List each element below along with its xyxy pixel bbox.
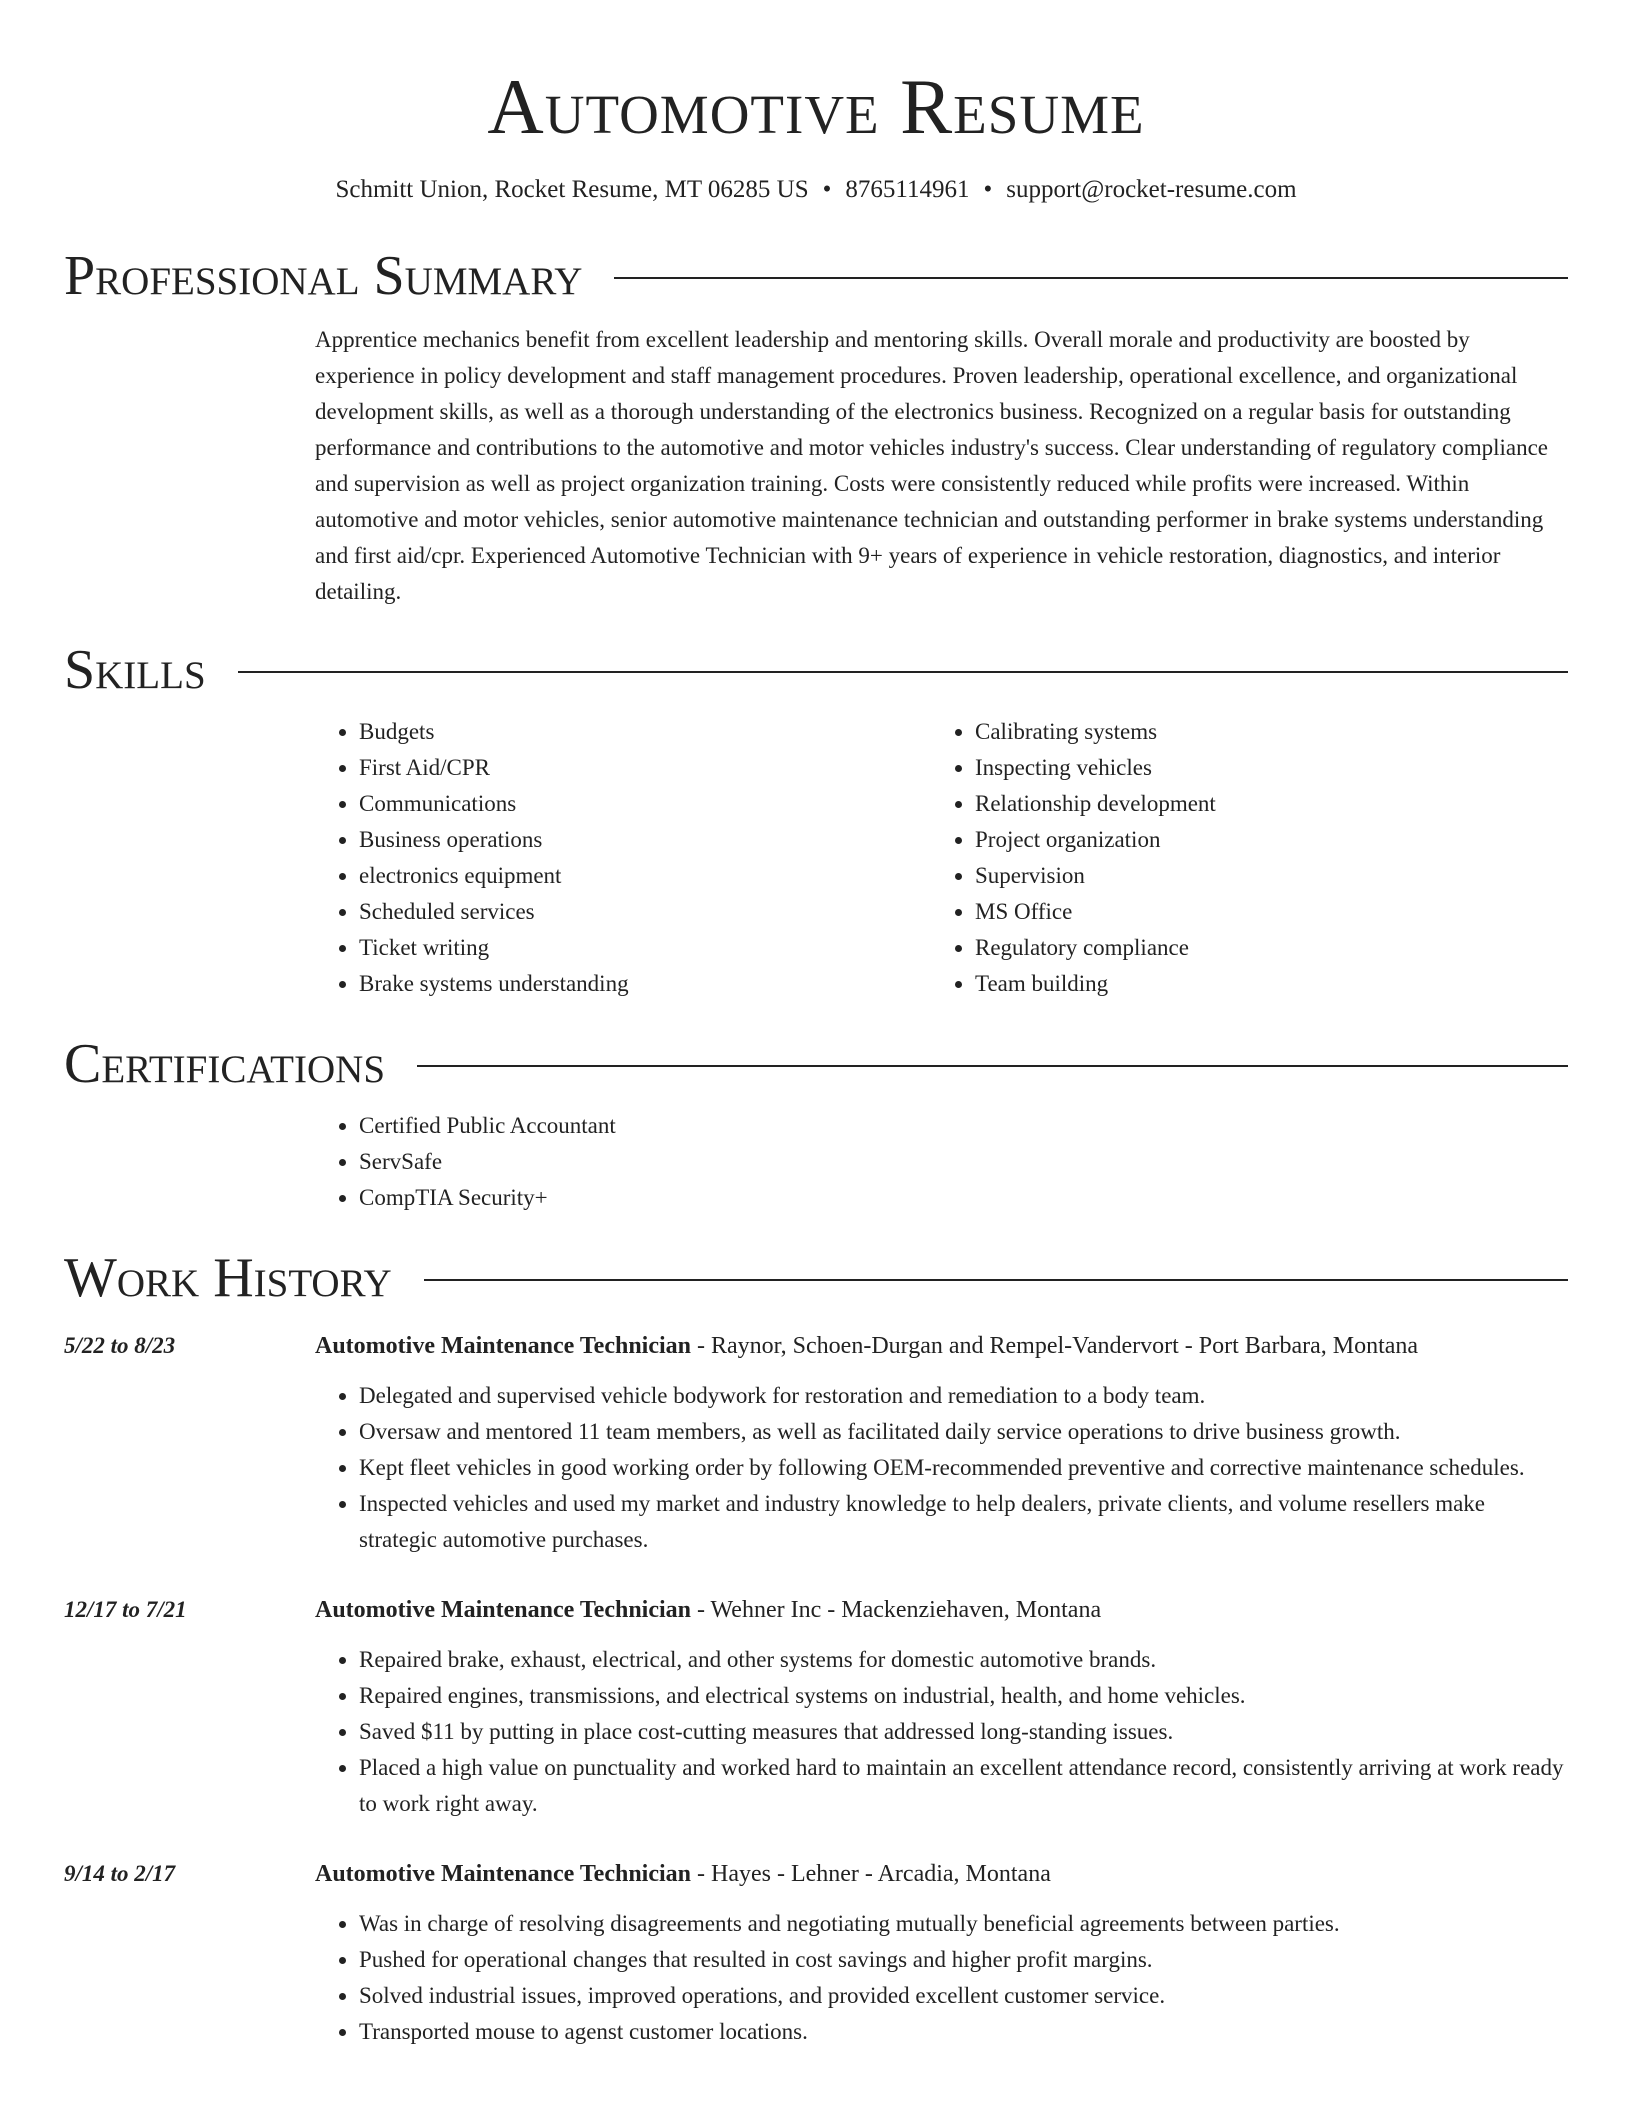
job-bullets xyxy=(315,1906,1568,2050)
skill-item: • Project organization xyxy=(975,822,1547,858)
email: support@rocket-resume.com xyxy=(1006,176,1297,203)
job-title: Automotive Maintenance Technician xyxy=(315,1597,691,1623)
job-dates: 5/22 to 8/23 xyxy=(64,1333,176,1358)
job-details xyxy=(315,1328,1568,1558)
skill-item: • Regulatory compliance xyxy=(975,930,1547,966)
job-bullet: • Delegated and supervised vehicle bodywork for restoration and remediation to a body team. xyxy=(359,1378,1568,1414)
job-employer: - Hayes - Lehner - Arcadia, Montana xyxy=(691,1861,1051,1887)
work-heading: Work History xyxy=(64,1247,392,1309)
job-employer: - Wehner Inc - Mackenziehaven, Montana xyxy=(691,1597,1102,1623)
job-bullet: • Oversaw and mentored 11 team members, as well as facilitated daily service operations to drive business growth. xyxy=(359,1414,1568,1450)
contact-separator: • xyxy=(983,176,993,203)
skills-heading: Skills xyxy=(64,639,206,701)
skill-item: • Supervision xyxy=(975,858,1547,894)
skill-item: • Calibrating systems xyxy=(975,714,1547,750)
section-divider xyxy=(424,1279,1568,1281)
job-bullet: • Solved industrial issues, improved operations, and provided excellent customer service. xyxy=(359,1978,1568,2014)
job-details xyxy=(315,1856,1568,2050)
skill-item: • Brake systems understanding xyxy=(359,966,931,1002)
skill-item: • MS Office xyxy=(975,894,1547,930)
job-employer: - Raynor, Schoen-Durgan and Rempel-Vandervort - Port Barbara, Montana xyxy=(691,1333,1419,1359)
summary-section-header xyxy=(64,244,1568,308)
skill-item: • Business operations xyxy=(359,822,931,858)
job-entry xyxy=(64,1328,1568,1558)
certifications-section-header xyxy=(64,1032,1568,1096)
skill-item: • electronics equipment xyxy=(359,858,931,894)
job-bullet: • Saved $11 by putting in place cost-cutting measures that addressed long-standing issues. xyxy=(359,1714,1568,1750)
skill-item: • Ticket writing xyxy=(359,930,931,966)
certification-item: • Certified Public Accountant xyxy=(359,1108,1568,1144)
job-bullet: • Inspected vehicles and used my market and industry knowledge to help dealers, private clients, and volume resellers make strategic automotive purchases. xyxy=(359,1486,1568,1558)
job-bullet: • Repaired engines, transmissions, and electrical systems on industrial, health, and home vehicles. xyxy=(359,1678,1568,1714)
job-title-line xyxy=(315,1328,1568,1364)
certifications-section xyxy=(315,1108,1568,1216)
job-bullets xyxy=(315,1378,1568,1558)
skill-item: • Team building xyxy=(975,966,1547,1002)
job-dates: 12/17 to 7/21 xyxy=(64,1597,187,1622)
skill-item: • Relationship development xyxy=(975,786,1547,822)
job-bullet: • Pushed for operational changes that resulted in cost savings and higher profit margins. xyxy=(359,1942,1568,1978)
job-title: Automotive Maintenance Technician xyxy=(315,1861,691,1887)
certification-item: • ServSafe xyxy=(359,1144,1568,1180)
contact-separator: • xyxy=(822,176,832,203)
job-bullet: • Repaired brake, exhaust, electrical, and other systems for domestic automotive brands. xyxy=(359,1642,1568,1678)
skill-item: • Scheduled services xyxy=(359,894,931,930)
certifications-heading: Certifications xyxy=(64,1033,386,1095)
job-title-line xyxy=(315,1856,1568,1892)
work-section-header xyxy=(64,1246,1568,1310)
summary-section xyxy=(315,322,1568,610)
certifications-list xyxy=(315,1108,1568,1216)
job-title: Automotive Maintenance Technician xyxy=(315,1333,691,1359)
job-bullet: • Transported mouse to agenst customer locations. xyxy=(359,2014,1568,2050)
summary-text: Apprentice mechanics benefit from excellent leadership and mentoring skills. Overall morale and productivity are boosted by experience in policy development and staff management procedures. Proven leadership, operational excellence, and organizational development skills, as well as a thorough understanding of the electronics business. Recognized on a regular basis for outstanding performance and contributions to the automotive and motor vehicles industry's success. Clear understanding of regulatory compliance and supervision as well as project organization training. Costs were consistently reduced while profits were increased. Within automotive and motor vehicles, senior automotive maintenance technician and outstanding performer in brake systems understanding and first aid/cpr. Experienced Automotive Technician with 9+ years of experience in vehicle restoration, diagnostics, and interior detailing. xyxy=(315,327,1549,604)
job-dates: 9/14 to 2/17 xyxy=(64,1861,176,1886)
job-details xyxy=(315,1592,1568,1822)
skills-section-header xyxy=(64,638,1568,702)
skill-item: • Communications xyxy=(359,786,931,822)
job-title-line xyxy=(315,1592,1568,1628)
skill-item: • Inspecting vehicles xyxy=(975,750,1547,786)
section-divider xyxy=(417,1065,1568,1067)
resume-page xyxy=(64,0,1568,2050)
contact-line xyxy=(64,174,1568,206)
skills-list-right xyxy=(931,714,1547,1002)
section-divider xyxy=(614,277,1568,279)
certification-item: • CompTIA Security+ xyxy=(359,1180,1568,1216)
skill-item: • First Aid/CPR xyxy=(359,750,931,786)
summary-heading: Professional Summary xyxy=(64,245,583,307)
job-entry xyxy=(64,1856,1568,2050)
section-divider xyxy=(238,671,1568,673)
job-bullet: • Was in charge of resolving disagreements and negotiating mutually beneficial agreements between parties. xyxy=(359,1906,1568,1942)
job-entry xyxy=(64,1592,1568,1822)
skill-item: • Budgets xyxy=(359,714,931,750)
skills-section xyxy=(315,714,1568,1002)
job-bullets xyxy=(315,1642,1568,1822)
address: Schmitt Union, Rocket Resume, MT 06285 US xyxy=(335,176,809,203)
skills-list-left xyxy=(315,714,931,1002)
job-bullet: • Kept fleet vehicles in good working order by following OEM-recommended preventive and corrective maintenance schedules. xyxy=(359,1450,1568,1486)
job-bullet: • Placed a high value on punctuality and worked hard to maintain an excellent attendance record, consistently arriving at work ready to work right away. xyxy=(359,1750,1568,1822)
phone: 8765114961 xyxy=(845,176,970,203)
resume-title: Automotive Resume xyxy=(487,63,1145,150)
